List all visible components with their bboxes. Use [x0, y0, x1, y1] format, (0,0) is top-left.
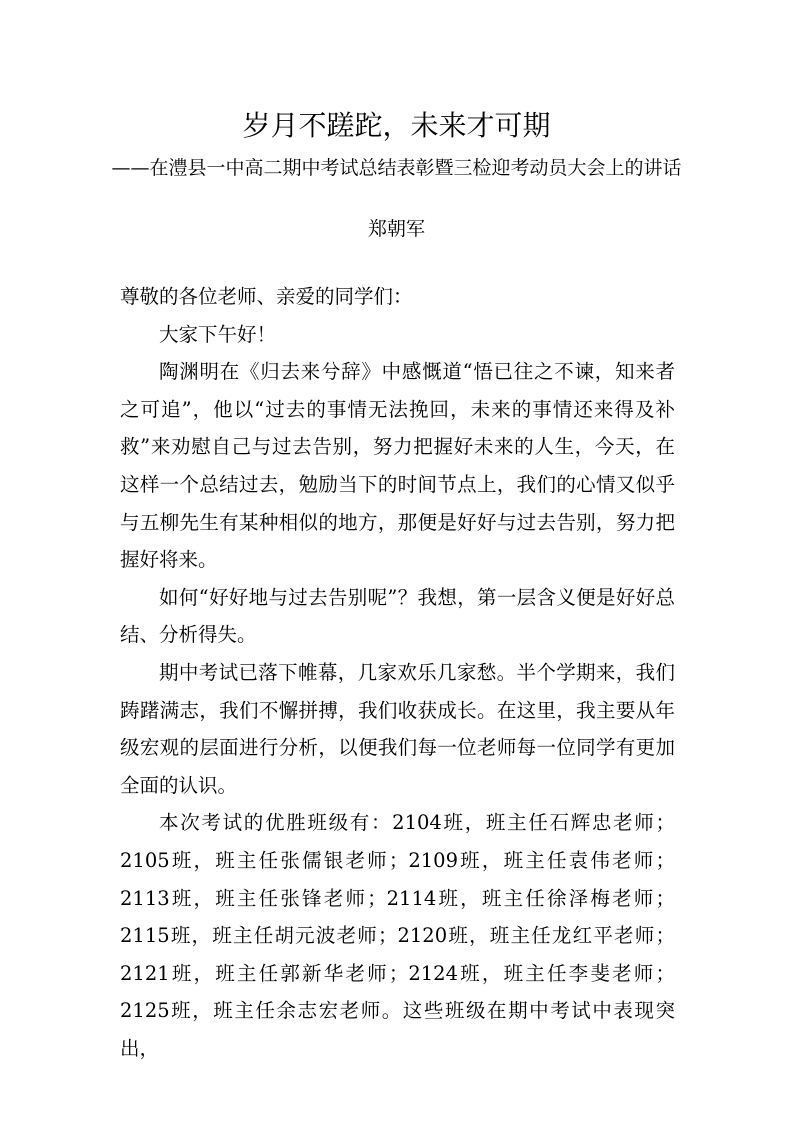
page-subtitle: ——在澧县一中高二期中考试总结表彰暨三检迎考动员大会上的讲话: [111, 157, 682, 179]
speech-body: [120, 278, 675, 1067]
salutation: 尊敬的各位老师、亲爱的同学们：: [120, 285, 413, 308]
paragraph: 大家下午好！: [159, 322, 277, 346]
paragraph: 陶渊明在《归去来兮辞》中感慨道“悟已往之不谏，知来者之可追”，他以“过去的事情无法挽回，未来的事情还来得及补救”来劝慰自己与过去告别，努力把握好未来的人生，今天，在这样一个总结过去，勉励当下的时间节点上，我们的心情又似乎与五柳先生有某种相似的地方，那便是好好与过去告别，努力把握好将来。: [120, 360, 675, 572]
paragraph: 本次考试的优胜班级有：2104班，班主任石辉忠老师；2105班，班主任张儒银老师；2109班，班主任袁伟老师；2113班，班主任张锋老师；2114班，班主任徐泽梅老师；2115班，班主任胡元波老师；2120班，班主任龙红平老师；2121班，班主任郭新华老师；2124班，班主任李斐老师；2125班，班主任余志宏老师。这些班级在期中考试中表现突出，: [120, 811, 675, 1060]
page-title: 岁月不蹉跎，未来才可期: [242, 109, 551, 142]
paragraph: 期中考试已落下帷幕，几家欢乐几家愁。半个学期来，我们踌躇满志，我们不懈拼搏，我们收获成长。在这里，我主要从年级宏观的层面进行分析，以便我们每一位老师每一位同学有更加全面的认识。: [120, 660, 675, 797]
author-name: 郑朝军: [367, 218, 425, 240]
paragraph: 如何“好好地与过去告别呢”？我想，第一层含义便是好好总结、分析得失。: [120, 585, 675, 647]
